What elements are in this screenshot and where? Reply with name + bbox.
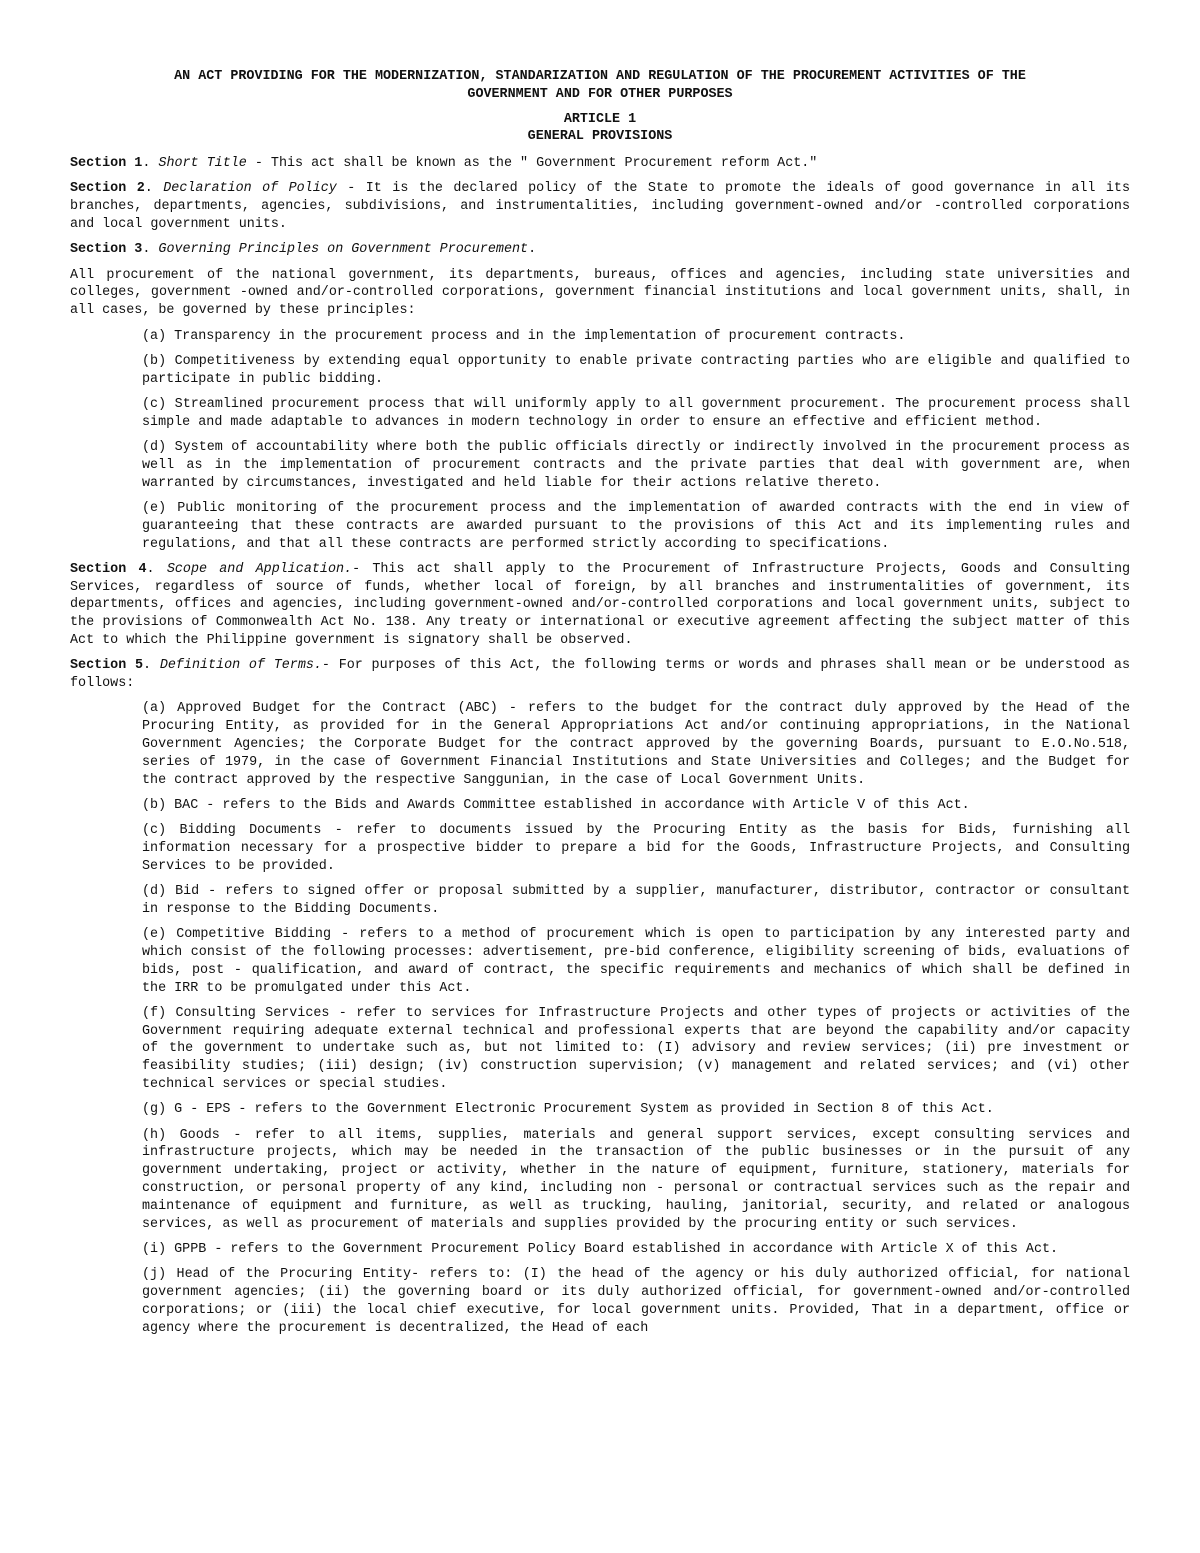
definition-item-j: (j) Head of the Procuring Entity- refers to: (I) the head of the agency or his duly authorized official, for national government agencies; (ii) the governing board or its duly authorized official, for government-owned and/or-controlled corporations; or (iii) the local chief executive, for local government units. Provided, That in a department, office or agency where the procurement is decentralized, the Head of each (142, 1267, 1130, 1336)
section-5: Section 5. Definition of Terms.- For purposes of this Act, the following terms or words and phrases shall mean or be understood as follows: (70, 658, 1130, 692)
definition-item-b: (b) BAC - refers to the Bids and Awards Committee established in accordance with Article V of this Act. (142, 797, 970, 813)
document-page (70, 68, 1130, 1345)
definition-item-h: (h) Goods - refer to all items, supplies, materials and general support services, except consulting services and infrastructure projects, which may be needed in the transaction of the public businesses or in the pursuit of any government undertaking, project or activity, whether in the nature of equipment, furniture, stationery, materials for construction, or personal property of any kind, including non - personal or contractual services such as the repair and maintenance of equipment and furniture, as well as trucking, hauling, janitorial, security, and related or analogous services, as well as procurement of materials and supplies provided by the procuring entity or such services. (142, 1127, 1130, 1232)
definition-item-a: (a) Approved Budget for the Contract (ABC) - refers to the budget for the contract duly approved by the Head of the Procuring Entity, as provided for in the General Appropriations Act and/or continuing appropriations, in the National Government Agencies; the Corporate Budget for the contract approved by the governing Boards, pursuant to E.O.No.518, series of 1979, in the case of Government Financial Institutions and State Universities and Colleges; and the Budget for the contract approved by the respective Sanggunian, in the case of Local Government Units. (142, 701, 1130, 788)
definition-item-f: (f) Consulting Services - refer to services for Infrastructure Projects and other types of projects or activities of the Government requiring adequate external technical and professional experts that are beyond the capability and/or capacity of the government to undertake such as, but not limited to: (I) advisory and review services; (ii) pre investment or feasibility studies; (iii) design; (iv) construction supervision; (v) management and related services; and (vi) other technical services or special studies. (142, 1005, 1130, 1093)
article-name: GENERAL PROVISIONS (527, 129, 673, 145)
section-4-text: - This act shall apply to the Procurement of Infrastructure Projects, Goods and Consulting Services, regardless of source of funds, whether local of foreign, by all branches and instrumentalities of government, its departments, offices and agencies, including government-owned and/or-controlled corporations and local government units, subject to the provisions of Commonwealth Act No. 138. Any treaty or international or executive agreement affecting the subject matter of this Act to which the Philippine government is signatory shall be observed. (70, 561, 1131, 649)
section-5-title: Definition of Terms. (159, 658, 322, 674)
section-3-intro: All procurement of the national government, its departments, bureaus, offices and agencies, including state universities and colleges, government -owned and/or-controlled corporations, government financial institutions and local government units, shall, in all cases, be governed by these principles: (70, 267, 1130, 319)
definition-item-e: (e) Competitive Bidding - refers to a method of procurement which is open to participation by any interested party and which consist of the following processes: advertisement, pre-bid conference, eligibility screening of bids, evaluations of bids, post - qualification, and award of contract, the specific requirements and mechanics of which shall be defined in the IRR to be promulgated under this Act. (142, 927, 1130, 996)
document-title (70, 68, 1130, 104)
article-heading (70, 111, 1130, 147)
section-3-title: Governing Principles on Government Procurement (158, 242, 529, 258)
document-title-line-1: AN ACT PROVIDING FOR THE MODERNIZATION, STANDARIZATION AND REGULATION OF THE PROCUREMENT ACTIVITIES OF THE (174, 69, 1026, 84)
section-1: Section 1. Short Title - This act shall be known as the " Government Procurement reform Act." (70, 156, 818, 172)
section-2-label: Section 2 (70, 181, 145, 197)
section-3-text: . (528, 242, 537, 258)
section-1-text: - This act shall be known as the " Government Procurement reform Act." (246, 156, 818, 172)
section-5-label: Section 5 (70, 658, 144, 674)
article-number: ARTICLE 1 (563, 111, 637, 127)
section-2-title: Declaration of Policy (163, 181, 337, 197)
principle-item-c: (c) Streamlined procurement process that will uniformly apply to all government procurement. The procurement process shall simple and made adaptable to advances in modern technology in order to ensure an effective and efficient method. (142, 396, 1130, 430)
principle-item-b: (b) Competitiveness by extending equal opportunity to enable private contracting parties who are eligible and qualified to participate in public bidding. (142, 353, 1130, 387)
section-5-text: - For purposes of this Act, the following terms or words and phrases shall mean or be understood as follows: (70, 658, 1130, 692)
section-4-label: Section 4 (70, 561, 147, 577)
section-2: Section 2. Declaration of Policy - It is the declared policy of the State to promote the ideals of good governance in all its branches, departments, agencies, subdivisions, and instrumentalities, including government-owned and/or -controlled corporations and local government units. (70, 181, 1131, 233)
section-3: Section 3. Governing Principles on Government Procurement. (70, 242, 537, 258)
section-4: Section 4. Scope and Application.- This act shall apply to the Procurement of Infrastructure Projects, Goods and Consulting Services, regardless of source of funds, whether local of foreign, by all branches and instrumentalities of government, its departments, offices and agencies, including government-owned and/or-controlled corporations and local government units, subject to the provisions of Commonwealth Act No. 138. Any treaty or international or executive agreement affecting the subject matter of this Act to which the Philippine government is signatory shall be observed. (70, 561, 1131, 649)
section-3-label: Section 3 (70, 242, 143, 258)
section-1-label: Section 1 (70, 156, 143, 172)
principle-item-a: (a) Transparency in the procurement process and in the implementation of procurement contracts. (142, 328, 906, 344)
definition-item-c: (c) Bidding Documents - refer to documents issued by the Procuring Entity as the basis for Bids, furnishing all information necessary for a prospective bidder to prepare a bid for the Goods, Infrastructure Projects, and Consulting Services to be provided. (142, 823, 1130, 874)
principle-item-e: (e) Public monitoring of the procurement process and the implementation of awarded contracts with the end in view of guaranteeing that these contracts are awarded pursuant to the provisions of this Act and its implementing rules and regulations, and that all these contracts are performed strictly according to specifications. (142, 500, 1130, 552)
section-1-title: Short Title (158, 156, 247, 172)
document-title-line-2: GOVERNMENT AND FOR OTHER PURPOSES (467, 86, 733, 102)
definition-item-d: (d) Bid - refers to signed offer or proposal submitted by a supplier, manufacturer, distributor, contractor or consultant in response to the Bidding Documents. (142, 884, 1130, 917)
section-2-text: - It is the declared policy of the State to promote the ideals of good governance in all its branches, departments, agencies, subdivisions, and instrumentalities, including government-owned and/or -controlled corporations and local government units. (70, 181, 1131, 233)
definition-item-g: (g) G - EPS - refers to the Government Electronic Procurement System as provided in Section 8 of this Act. (142, 1102, 994, 1118)
principle-item-d: (d) System of accountability where both the public officials directly or indirectly involved in the procurement process as well as in the implementation of procurement contracts and the private parties that deal with government are, when warranted by circumstances, investigated and held liable for their actions relative thereto. (142, 440, 1130, 491)
section-4-title: Scope and Application. (166, 561, 353, 577)
definition-item-i: (i) GPPB - refers to the Government Procurement Policy Board established in accordance with Article X of this Act. (142, 1241, 1059, 1257)
